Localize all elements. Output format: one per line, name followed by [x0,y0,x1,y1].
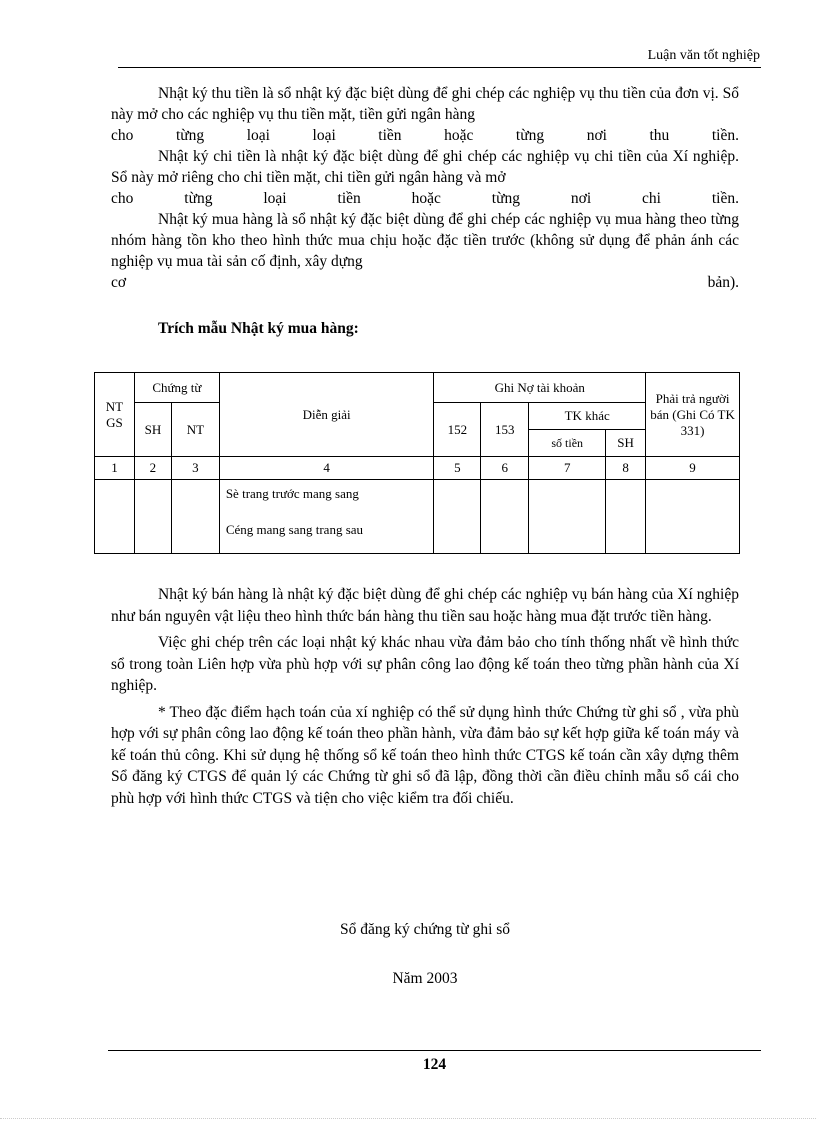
header-so-tien: số tiền [529,430,606,457]
register-year: Năm 2003 [392,970,458,987]
page-number: 124 [422,1056,447,1073]
intro-paragraphs [111,83,739,293]
footer-divider [108,1050,761,1051]
paragraph-thu-tien-body: Nhật ký thu tiền là sổ nhật ký đặc biệt dùng để ghi chép các nghiệp vụ thu tiền của đơn vị. Sổ này mở cho các nghiệp vụ thu tiền mặt, tiền gửi ngân hàng [111,85,739,123]
paragraph-chi-tien [111,146,739,188]
header-chung-tu: Chứng từ [134,373,219,403]
paragraph-mua-hang [111,209,739,272]
paragraph-ctgs: * Theo đặc điểm hạch toán của xí nghiệp có thể sử dụng hình thức Chứng từ ghi sổ , vừa phù hợp với sự phân công lao động kế toán theo phần hành, vừa đảm bảo sự kết hợp giữa kế toán máy và kế toán thủ công. Khi sử dụng hệ thống sổ kế toán theo hình thức CTGS kế toán cần xây dựng thêm Sổ đăng ký CTGS để quản lý các Chứng từ ghi sổ đã lập, đồng thời cần điều chỉnh mẫu sổ cái cho phù hợp với hình thức CTGS và tiện cho việc kiểm tra đối chiếu. [111,703,739,807]
table-row [95,480,740,554]
header-tk-khac: TK khác [529,403,646,430]
header-phai-tra: Phải trả người bán (Ghi Có TK 331) [646,373,740,457]
header-nt: NT [171,403,219,457]
paragraph-mua-hang-last: cơ bản). [111,274,739,291]
header-sh: SH [134,403,171,457]
running-header: Luận văn tốt nghiệp [647,48,760,63]
closing-paragraphs [111,584,739,809]
header-152: 152 [434,403,481,457]
register-title: Sổ đăng ký chứng từ ghi sổ [339,921,511,938]
col-number: 2 [134,457,171,480]
col-number: 9 [646,457,740,480]
column-number-row [95,457,740,480]
header-153: 153 [481,403,529,457]
col-number: 7 [529,457,606,480]
header-divider [118,67,761,68]
paragraph-ban-hang: Nhật ký bán hàng là nhật ký đặc biệt dùng để ghi chép các nghiệp vụ bán hàng của Xí nghiệp như bán nguyên vật liệu theo hình thức bán hàng thu tiền sau hoặc hàng mua đặt trước tiền hàng. [111,586,739,625]
header-sh-tk: SH [606,430,646,457]
col-number: 6 [481,457,529,480]
col-number: 4 [219,457,434,480]
paragraph-ghi-chep: Việc ghi chép trên các loại nhật ký khác nhau vừa đảm bảo cho tính thống nhất về hình thức sổ trong toàn Liên hợp vừa phù hợp với sự phân công lao động kế toán theo từng phần hành của Xí nghiệp. [111,634,739,694]
col-number: 8 [606,457,646,480]
col-number: 3 [171,457,219,480]
header-dien-giai: Diễn giải [219,373,434,457]
dien-giai-cell [219,480,434,554]
paragraph-thu-tien [111,83,739,125]
header-ghi-no: Ghi Nợ tài khoản [434,373,646,403]
row-carried-over: Céng mang sang trang sau [225,522,364,537]
col-number: 1 [95,457,135,480]
col-number: 5 [434,457,481,480]
row-carried-forward: Sè trang trước mang sang [225,486,359,501]
table-caption: Trích mẫu Nhật ký mua hàng: [158,320,359,337]
paragraph-thu-tien-last: cho từng loại loại tiền hoặc từng nơi thu tiền. [111,127,739,144]
header-ntgs: NT GS [95,373,135,457]
paragraph-chi-tien-last: cho từng loại tiền hoặc từng nơi chi tiền. [111,190,739,207]
paragraph-mua-hang-body: Nhật ký mua hàng là sổ nhật ký đặc biệt dùng để ghi chép các nghiệp vụ mua hàng theo từng nhóm hàng tồn kho theo hình thức mua chịu hoặc đặc tiền trước (không sử dụng để phản ánh các nghiệp vụ mua tài sản cố định, xây dựng [111,211,739,270]
page-bottom-border [0,1118,816,1119]
purchase-journal-table [94,372,740,554]
paragraph-chi-tien-body: Nhật ký chi tiền là nhật ký đặc biệt dùng để ghi chép các nghiệp vụ chi tiền của Xí nghiệp. Sổ này mở riêng cho chi tiền mặt, chi tiền gửi ngân hàng và mở [111,148,739,186]
